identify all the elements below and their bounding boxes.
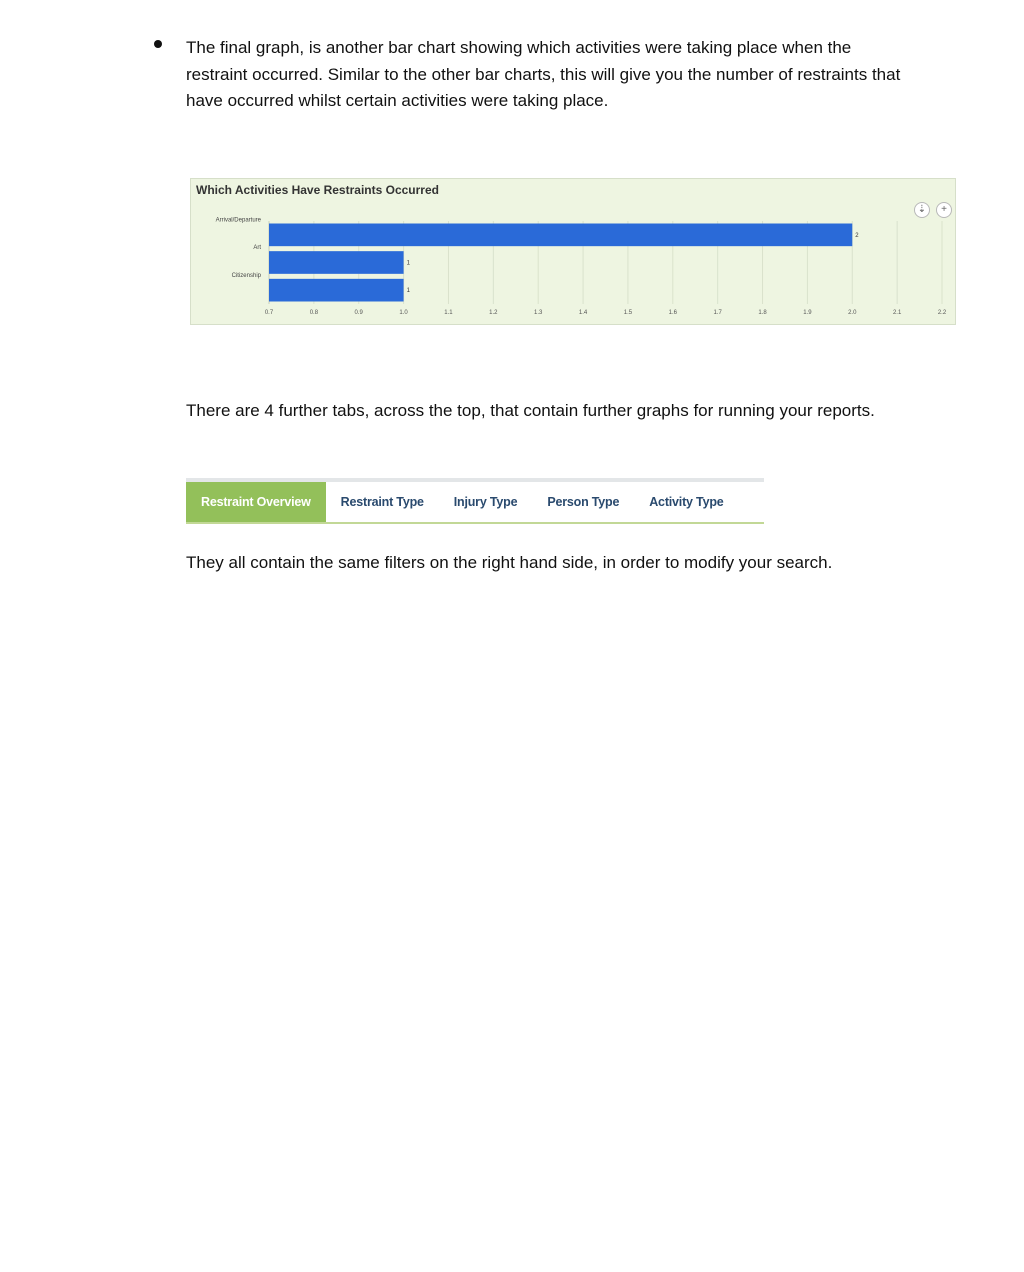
x-tick-label: 1.0 (399, 310, 408, 316)
tab-person-type[interactable]: Person Type (547, 495, 620, 509)
tab-injury-type[interactable]: Injury Type (453, 495, 518, 509)
data-label: 2 (855, 232, 859, 239)
x-tick-label: 1.9 (803, 310, 812, 316)
x-tick-label: 1.1 (444, 310, 453, 316)
paragraph-further-tabs: There are 4 further tabs, across the top, that contain further graphs for running your reports. (186, 401, 875, 420)
x-tick-label: 0.8 (309, 310, 319, 316)
tab-activity-type[interactable]: Activity Type (649, 495, 724, 509)
paragraph-filters: They all contain the same filters on the right hand side, in order to modify your search. (186, 553, 833, 572)
bar (269, 224, 852, 247)
bullet-point (154, 40, 162, 48)
activities-chart (190, 178, 956, 325)
download-icon[interactable]: ⇣ (914, 202, 930, 218)
x-tick-label: 2.0 (848, 310, 857, 316)
bar (269, 279, 404, 302)
x-tick-label: 1.3 (534, 310, 543, 316)
x-tick-label: 0.9 (354, 310, 363, 316)
category-label: Art (253, 245, 261, 252)
x-tick-label: 1.4 (578, 310, 588, 316)
tab-restraint-type[interactable]: Restraint Type (340, 495, 424, 509)
plus-icon[interactable]: + (936, 202, 952, 218)
chart-title: Which Activities Have Restraints Occurred (196, 183, 439, 197)
x-tick-label: 1.6 (668, 310, 677, 316)
x-tick-label: 1.7 (713, 310, 722, 316)
data-label: 1 (406, 288, 410, 295)
x-tick-label: 2.2 (937, 310, 947, 316)
x-tick-label: 1.5 (623, 310, 633, 316)
tab-restraint-overview[interactable]: Restraint Overview (186, 482, 326, 522)
data-label: 1 (406, 260, 410, 267)
paragraph-final-graph: The final graph, is another bar chart showing which activities were taking place when the restraint occurred. Similar to the other bar charts, this will give you the number of restraints that have occurred whilst certain activities were taking place. (186, 38, 901, 110)
x-tick-label: 1.8 (758, 310, 767, 316)
x-tick-label: 0.7 (264, 310, 274, 316)
category-label: Arrival/Departure (215, 217, 261, 224)
report-tabs (186, 478, 764, 524)
bar (269, 251, 404, 274)
x-tick-label: 2.1 (892, 310, 902, 316)
category-label: Citizenship (231, 272, 261, 279)
x-tick-label: 1.2 (489, 310, 498, 316)
activities-chart-svg (191, 179, 957, 326)
